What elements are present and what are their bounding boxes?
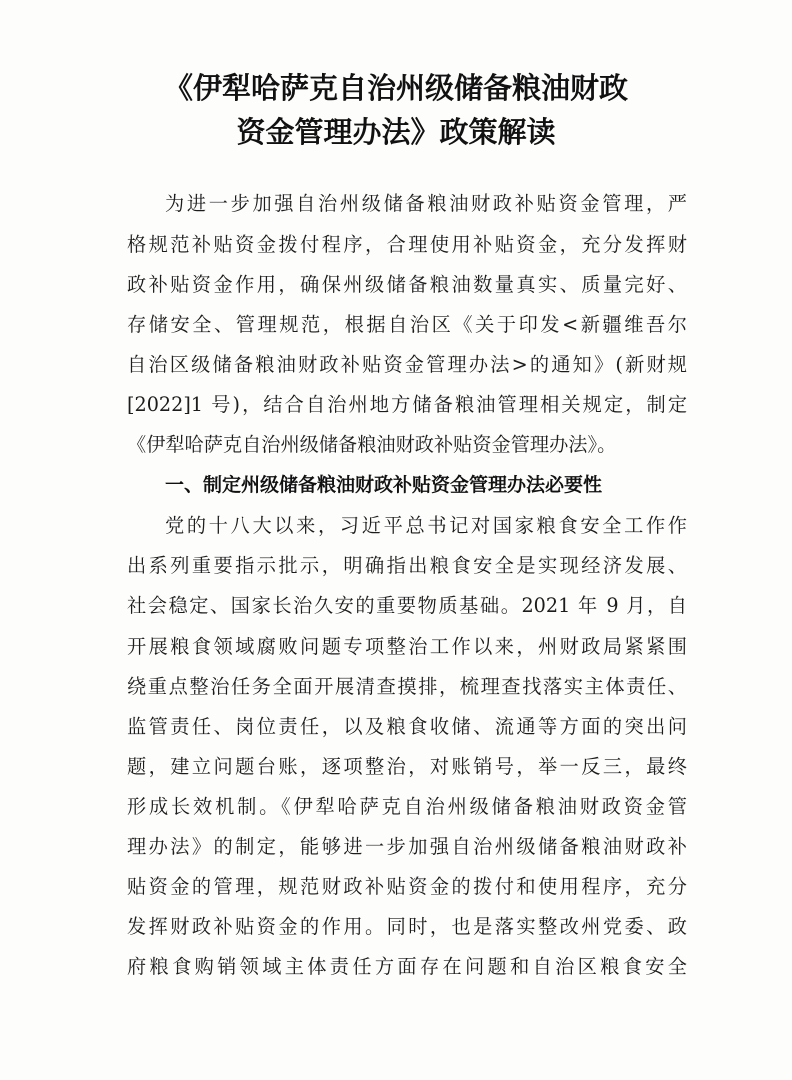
section-1-paragraph-line: 形成长效机制。《伊犁哈萨克自治州级储备粮油财政资金管 [127,795,687,818]
section-1-paragraph-line: 贴资金的管理，规范财政补贴资金的拨付和使用程序，充分 [127,875,687,898]
section-1-paragraph-line: 社会稳定、国家长治久安的重要物质基础。2021 年 9 月，自 [127,594,687,617]
section-1-paragraph-line: 发挥财政补贴资金的作用。同时，也是落实整改州党委、政 [127,915,687,938]
intro-paragraph-line: 政补贴资金作用，确保州级储备粮油数量真实、质量完好、 [127,273,687,296]
section-1-paragraph-line: 绕重点整治任务全面开展清查摸排，梳理查找落实主体责任、 [127,675,687,698]
section-1-paragraph-line: 府粮食购销领域主体责任方面存在问题和自治区粮食安全 [127,955,687,978]
section-1-paragraph-line: 出系列重要指示批示，明确指出粮食安全是实现经济发展、 [127,554,687,577]
intro-paragraph-line: 存储安全、管理规范，根据自治区《关于印发<新疆维吾尔 [127,313,687,336]
intro-paragraph-line: 《伊犁哈萨克自治州级储备粮油财政补贴资金管理办法》。 [127,433,617,456]
intro-paragraph-line: 为进一步加强自治州级储备粮油财政补贴资金管理，严 [165,192,687,215]
section-1-paragraph-line: 监管责任、岗位责任，以及粮食收储、流通等方面的突出问 [127,715,687,738]
document-title-line-2: 资金管理办法》政策解读 [236,115,556,149]
section-1-paragraph-line: 题，建立问题台账，逐项整治，对账销号，举一反三，最终 [127,755,687,778]
document-title-line-1: 《伊犁哈萨克自治州级储备粮油财政 [163,71,628,105]
intro-paragraph-line: 格规范补贴资金拨付程序，合理使用补贴资金，充分发挥财 [127,233,687,256]
intro-paragraph-line: 自治区级储备粮油财政补贴资金管理办法>的通知》(新财规 [127,353,687,376]
section-1-paragraph-line: 开展粮食领域腐败问题专项整治工作以来，州财政局紧紧围 [127,635,687,658]
section-1-paragraph-line: 党的十八大以来，习近平总书记对国家粮食安全工作作 [165,514,687,537]
section-1-paragraph-line: 理办法》的制定，能够进一步加强自治州级储备粮油财政补 [127,835,687,858]
intro-paragraph-line: [2022]1 号)，结合自治州地方储备粮油管理相关规定，制定 [127,393,687,416]
section-1-heading: 一、制定州级储备粮油财政补贴资金管理办法必要性 [165,474,603,496]
